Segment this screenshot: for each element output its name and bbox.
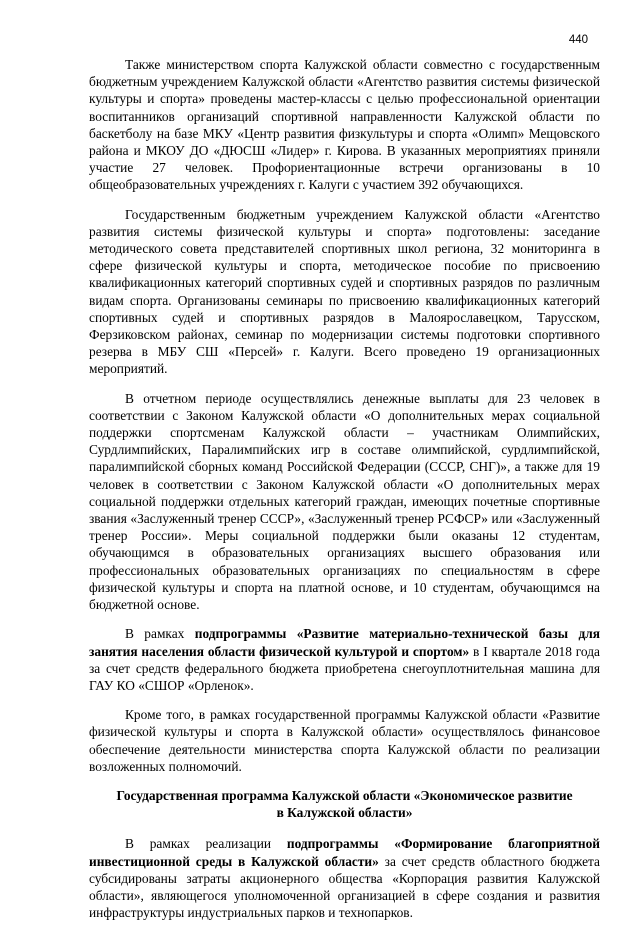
paragraph-text: Также министерством спорта Калужской области совместно с государственным бюджетным учреждением Калужской области «Агентство развития системы физической культуры и спорта» проведены мастер-классы с целью профессиональной ориентации воспитанников организаций спортивной направленности Калужской области по баскетболу на базе МКУ «Центр развития физкультуры и спорта «Олимп» Мещовского района и МКОУ ДО «ДЮСШ «Лидер» г. Кирова. В указанных мероприятиях приняли участие 27 человек. Профориентационные встречи организованы в 10 общеобразовательных учреждениях г. Калуги с участием 392 обучающихся. [89, 57, 600, 193]
subprogram-name: подпрограммы «Развитие материально-технической базы для занятия населения области физической культурой и спортом» [89, 626, 600, 659]
paragraph-text: Государственным бюджетным учреждением Калужской области «Агентство развития системы физической культуры и спорта» подготовлены: заседание методического совета представителей спортивных школ региона, 32 мониторинга в сфере физической культуры и спорта, методическое пособие по присвоению квалификационных категорий спортивных судей и спортивных разрядов по различным видам спорта. Организованы семинары по присвоению квалификационных категорий спортивных судей и спортивных разрядов в Малоярославецком, Тарусском, Ферзиковском районах, семинар по модернизации системы подготовки спортивного резерва в МБУ СШ «Персей» г. Калуги. Всего проведено 19 организационных мероприятий. [89, 206, 600, 377]
paragraph-text-tail: за счет средств областного бюджета субсидированы затраты акционерного общества «Корпорация развития Калужской области», являющегося уполномоченной организацией в сфере создания и развития инфраструктуры индустриальных парков и технопарков. [89, 853, 600, 921]
section-heading: Государственная программа Калужской области «Экономическое развитие в Калужской области» [116, 787, 573, 821]
paragraph-text-lead: В рамках [125, 626, 195, 642]
paragraph-text: Кроме того, в рамках государственной программы Калужской области «Развитие физической культуры и спорта в Калужской области» осуществлялось финансовое обеспечение деятельности министерства спорта Калужской области по реализации возложенных полномочий. [89, 707, 600, 774]
paragraph-career-guidance [89, 56, 600, 194]
document-body [89, 56, 600, 933]
paragraph-financial-support [89, 706, 600, 775]
paragraph-text-tail: в I квартале 2018 года за счет средств федерального бюджета приобретена снегоуплотнительная машина для ГАУ КО «СШОР «Орленок». [89, 643, 600, 693]
subprogram-name: подпрограммы «Формирование благоприятной инвестиционной среды в Калужской области» [89, 836, 600, 869]
paragraph-investment-subprogram [89, 835, 600, 921]
paragraph-material-base-subprogram [89, 625, 600, 694]
paragraph-agency-activities [89, 206, 600, 378]
page-number: 440 [568, 34, 588, 46]
paragraph-text-lead: В рамках реализации [125, 836, 287, 852]
paragraph-social-payments [89, 390, 600, 614]
paragraph-text: В отчетном периоде осуществлялись денежные выплаты для 23 человек в соответствии с Законом Калужской области «О дополнительных мерах социальной поддержки спортсменам Калужской области – участникам Олимпийских, Сурдлимпийских, Паралимпийских игр в составе олимпийской, сурдлимпийской, паралимпийской сборных команд Российской Федерации (СССР, СНГ)», а также для 19 человек в соответствии с Законом Калужской области «О дополнительных мерах социальной поддержки отдельных категорий граждан, имеющих почетные спортивные звания «Заслуженный тренер СССР», «Заслуженный тренер РСФСР» или «Заслуженный тренер России». Меры социальной поддержки были оказаны 12 студентам, обучающимся в образовательных организациях высшего образования или профессиональных образовательных организациях по специальностям в сфере физической культуры и спорта на платной основе, и 10 студентам, обучающимся на бюджетной основе. [89, 390, 600, 613]
